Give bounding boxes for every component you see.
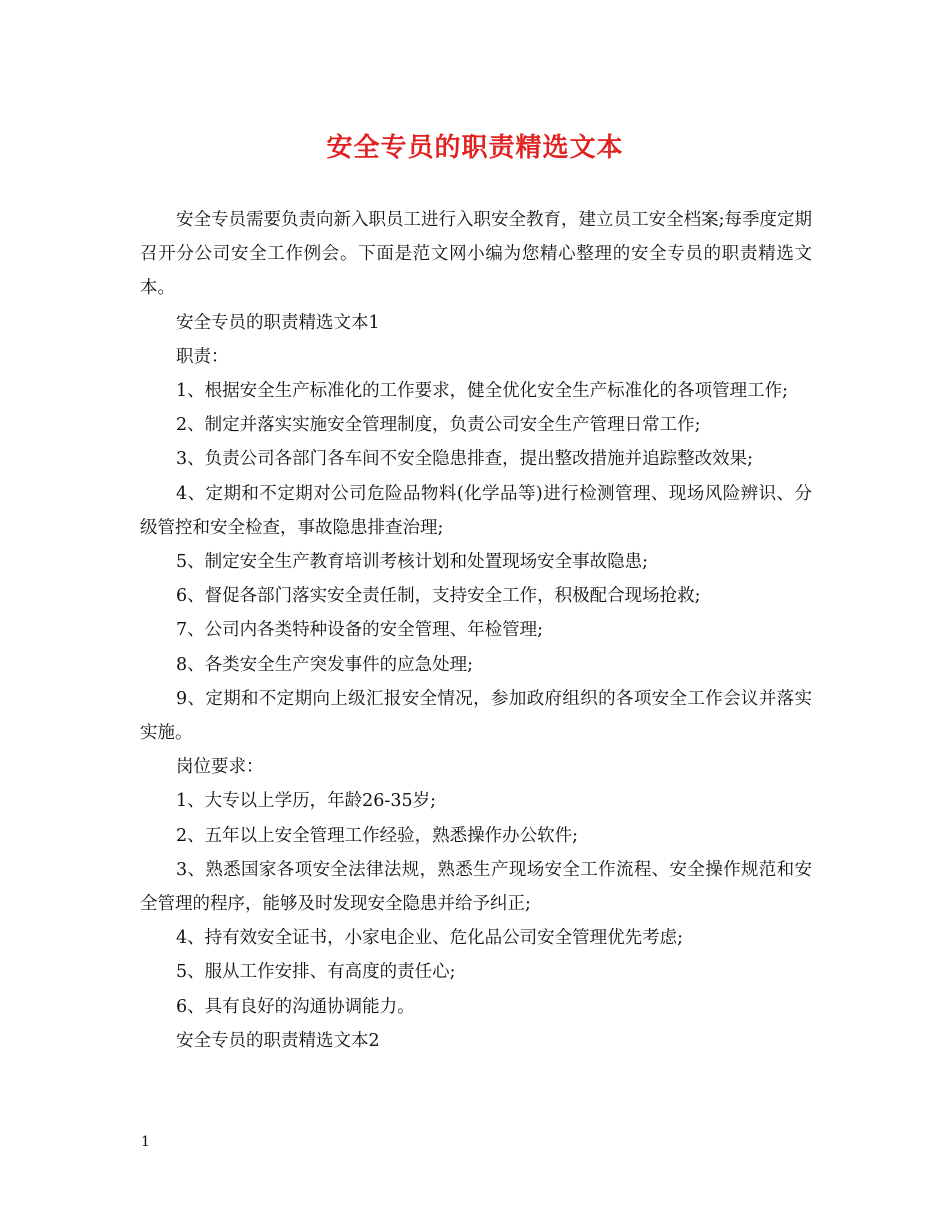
paragraph: 安全专员的职责精选文本2	[176, 1030, 380, 1051]
paragraph: 7、公司内各类特种设备的安全管理、年检管理;	[176, 620, 544, 641]
paragraph: 岗位要求：	[176, 757, 264, 778]
paragraph: 5、制定安全生产教育培训考核计划和处置现场安全事故隐患;	[176, 552, 649, 573]
paragraph: 安全专员需要负责向新入职员工进行入职安全教育，建立员工安全档案;每季度定期召开分公司安全工作例会。下面是范文网小编为您精心整理的安全专员的职责精选文本。	[140, 210, 812, 299]
paragraph: 9、定期和不定期向上级汇报安全情况，参加政府组织的各项安全工作会议并落实实施。	[140, 688, 812, 744]
paragraph: 2、制定并落实实施安全管理制度，负责公司安全生产管理日常工作;	[176, 415, 701, 436]
paragraph: 3、负责公司各部门各车间不安全隐患排查，提出整改措施并追踪整改效果;	[176, 449, 754, 470]
document-body	[140, 203, 812, 1058]
paragraph: 8、各类安全生产突发事件的应急处理;	[176, 654, 474, 675]
document-title: 安全专员的职责精选文本	[326, 133, 624, 163]
paragraph: 4、持有效安全证书，小家电企业、危化品公司安全管理优先考虑;	[176, 928, 684, 949]
paragraph: 1、根据安全生产标准化的工作要求，健全优化安全生产标准化的各项管理工作;	[176, 381, 789, 402]
paragraph: 安全专员的职责精选文本1	[176, 312, 380, 333]
paragraph: 1、大专以上学历，年龄26-35岁;	[176, 791, 436, 812]
paragraph: 6、督促各部门落实安全责任制，支持安全工作，积极配合现场抢救;	[176, 586, 701, 607]
page-number: 1	[141, 1134, 150, 1150]
paragraph: 职责：	[176, 346, 229, 367]
paragraph: 2、五年以上安全管理工作经验，熟悉操作办公软件;	[176, 825, 579, 846]
paragraph: 4、定期和不定期对公司危险品物料(化学品等)进行检测管理、现场风险辨识、分级管控和安全检查，事故隐患排查治理;	[140, 483, 812, 538]
paragraph: 6、具有良好的沟通协调能力。	[176, 996, 415, 1017]
paragraph: 5、服从工作安排、有高度的责任心;	[176, 962, 456, 983]
paragraph: 3、熟悉国家各项安全法律法规，熟悉生产现场安全工作流程、安全操作规范和安全管理的程序，能够及时发现安全隐患并给予纠正;	[140, 859, 812, 915]
